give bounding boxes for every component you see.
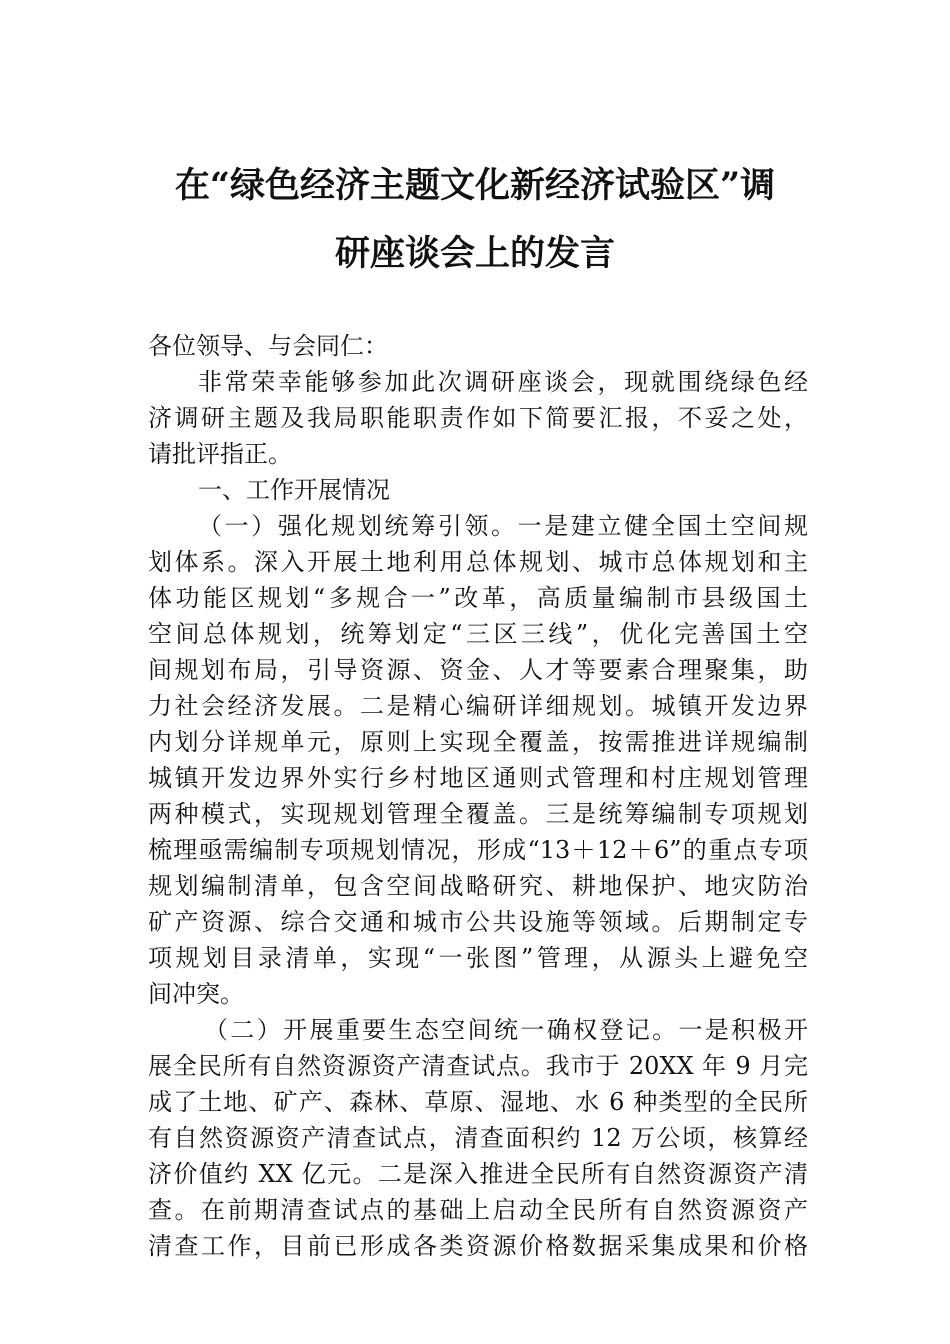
paragraph-line: 查。在前期清查试点的基础上启动全民所有自然资源资产: [148, 1196, 808, 1224]
paragraph-line: 项规划目录清单，实现“一张图”管理，从源头上避免空: [148, 944, 808, 972]
section-heading: 一、工作开展情况: [198, 476, 390, 504]
paragraph-line: 力社会经济发展。二是精心编研详细规划。城镇开发边界: [148, 692, 808, 720]
paragraph-line: 内划分详规单元，原则上实现全覆盖，按需推进详规编制: [148, 728, 808, 756]
paragraph-line: 城镇开发边界外实行乡村地区通则式管理和村庄规划管理: [148, 764, 808, 792]
paragraph-line: 矿产资源、综合交通和城市公共设施等领域。后期制定专: [148, 908, 808, 936]
paragraph-line: 非常荣幸能够参加此次调研座谈会，现就围绕绿色经: [198, 368, 808, 396]
paragraph-line: 清查工作，目前已形成各类资源价格数据采集成果和价格: [148, 1232, 808, 1260]
paragraph-line: 请批评指正。: [148, 440, 292, 468]
paragraph-line: 有自然资源资产清查试点，清查面积约 12 万公顷，核算经: [148, 1124, 808, 1152]
paragraph-line: （二）开展重要生态空间统一确权登记。一是积极开: [204, 1016, 808, 1044]
paragraph-line: 规划编制清单，包含空间战略研究、耕地保护、地灾防治: [148, 872, 808, 900]
document-title-line-1: 在“绿色经济主题文化新经济试验区”调: [174, 165, 776, 206]
paragraph-line: 间冲突。: [148, 980, 244, 1008]
paragraph-line: 间规划布局，引导资源、资金、人才等要素合理聚集，助: [148, 656, 808, 684]
salutation: 各位领导、与会同仁：: [148, 332, 388, 360]
paragraph-line: 梳理亟需编制专项规划情况，形成“13＋12＋6”的重点专项: [148, 836, 808, 864]
paragraph-line: （一）强化规划统筹引领。一是建立健全国土空间规: [198, 512, 808, 540]
paragraph-line: 展全民所有自然资源资产清查试点。我市于 20XX 年 9 月完: [148, 1052, 808, 1080]
paragraph-line: 空间总体规划，统筹划定“三区三线”，优化完善国土空: [148, 620, 808, 648]
paragraph-line: 两种模式，实现规划管理全覆盖。三是统筹编制专项规划: [148, 800, 808, 828]
paragraph-line: 济调研主题及我局职能职责作如下简要汇报，不妥之处，: [148, 404, 808, 432]
document-title-line-2: 研座谈会上的发言: [334, 233, 615, 274]
paragraph-line: 体功能区规划“多规合一”改革，高质量编制市县级国土: [148, 584, 808, 612]
paragraph-line: 成了土地、矿产、森林、草原、湿地、水 6 种类型的全民所: [148, 1088, 808, 1116]
paragraph-line: 划体系。深入开展土地利用总体规划、城市总体规划和主: [148, 548, 808, 576]
paragraph-line: 济价值约 XX 亿元。二是深入推进全民所有自然资源资产清: [148, 1160, 808, 1188]
